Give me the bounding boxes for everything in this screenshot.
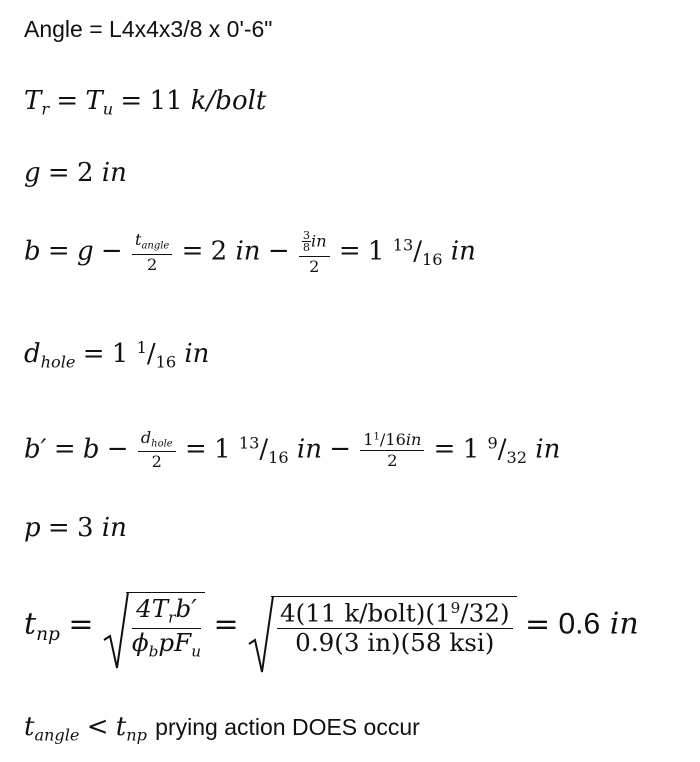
tu-symbol: T (85, 86, 103, 116)
minus-sign: − (100, 236, 123, 267)
one-sixteenth-fraction (360, 429, 424, 470)
result-numerator: 9 (487, 433, 498, 453)
t-symbol: t (24, 712, 35, 742)
result-denominator: 16 (421, 249, 443, 269)
phi-symbol: ϕ (131, 627, 149, 657)
tnp-equation (24, 592, 639, 659)
result-denominator: 32 (506, 447, 528, 467)
fraction-numerator (132, 594, 201, 629)
pf-term: pF (158, 627, 192, 657)
symbolic-fraction (131, 594, 202, 660)
tr-symbol: T (24, 86, 42, 116)
four-t-term: 4T (136, 594, 169, 623)
pitch-equation (24, 515, 127, 541)
result-whole: 1 (462, 434, 480, 465)
result-whole: 1 (367, 236, 385, 267)
r-subscript: r (168, 608, 176, 627)
fraction-slash: / (379, 429, 386, 449)
b-whole: 1 (214, 434, 231, 465)
tu-subscript: u (102, 99, 114, 119)
result-numerator: 13 (392, 235, 414, 255)
mixed-denominator: 16 (385, 429, 406, 449)
gage-value: 2 (76, 158, 94, 188)
equals-sign: = (120, 86, 143, 116)
fraction-denominator: 0.9(3 in)(58 ksi) (295, 627, 495, 657)
fraction-denominator: 2 (387, 450, 398, 470)
equals-sign: = (82, 338, 105, 369)
np-subscript: np (126, 725, 147, 745)
p-symbol: p (24, 513, 41, 543)
pitch-value: 3 (76, 513, 94, 543)
equals-sign: = (47, 236, 70, 267)
angle-subscript: angle (34, 725, 80, 745)
gage-unit: in (101, 158, 127, 188)
sqrt-numeric (247, 596, 517, 656)
equals-sign: = (524, 606, 551, 642)
fraction-numerator (299, 230, 330, 257)
np-subscript: np (36, 624, 60, 646)
equals-sign: = (56, 86, 79, 116)
minus-sign: − (329, 434, 352, 465)
equals-sign: = (47, 158, 70, 188)
mini-fraction (302, 230, 311, 254)
equals-sign: = (433, 434, 456, 465)
minus-sign: − (106, 434, 129, 465)
tension-equation (24, 88, 266, 118)
inch-unit: in (184, 338, 210, 369)
two-value: 2 (210, 236, 228, 267)
pitch-unit: in (101, 513, 127, 543)
less-than-sign: < (86, 712, 109, 742)
b-symbol: b (82, 434, 100, 465)
hole-diameter-equation (24, 340, 209, 371)
b-numerator: 13 (238, 433, 260, 453)
d-symbol: d (140, 428, 152, 447)
radicand (126, 592, 205, 659)
b-symbol: b (24, 236, 41, 267)
equals-sign: = (213, 606, 239, 642)
mixed-numerator: 1 (373, 431, 380, 443)
inch-unit: in (450, 236, 476, 267)
equals-sign: = (53, 434, 76, 465)
equals-sign: = (47, 513, 70, 543)
equals-sign: = (68, 606, 94, 642)
inch-unit: in (296, 434, 322, 465)
hole-subscript: hole (40, 352, 76, 372)
fraction-denominator (132, 629, 201, 660)
angle-designation: Angle = L4x4x3/8 x 0'-6" (24, 16, 273, 42)
b-equation (24, 230, 476, 275)
fraction-denominator: 2 (309, 256, 320, 276)
numeric-numerator-a: 4(11 k/bolt)(1 (279, 598, 451, 628)
t-symbol: t (115, 712, 127, 742)
b-prime-equation (24, 430, 560, 471)
fraction-numerator (138, 430, 176, 452)
fraction-denominator: 2 (151, 452, 162, 472)
b-denominator: 16 (268, 447, 289, 467)
fraction-numerator (132, 232, 172, 254)
g-symbol: g (76, 236, 94, 267)
fraction-denominator: 2 (147, 254, 158, 274)
fraction-slash: / (460, 598, 469, 628)
t-angle-fraction (132, 232, 172, 273)
hole-whole: 1 (111, 338, 129, 369)
tnp-unit: in (609, 606, 639, 642)
tr-subscript: r (41, 99, 50, 119)
tension-unit: k/bolt (190, 86, 267, 116)
minus-sign: − (267, 236, 290, 267)
conclusion-line (24, 714, 420, 744)
equals-sign: = (184, 434, 207, 465)
b-prime-term: b′ (175, 594, 197, 623)
fraction-slash: / (497, 434, 507, 465)
b-prime-symbol: b′ (24, 434, 47, 465)
three-eighths-fraction (299, 230, 330, 275)
tnp-result: 0.6 (558, 607, 601, 641)
t-symbol: t (24, 606, 37, 642)
numeric-fraction (277, 598, 513, 657)
mixed-whole: 1 (363, 429, 374, 449)
hole-denominator: 16 (155, 352, 177, 372)
u-subscript: u (191, 641, 202, 660)
inch-unit: in (235, 236, 261, 267)
numeric-numerator-den: 32 (468, 598, 500, 628)
b-subscript: b (148, 641, 159, 660)
d-hole-fraction (138, 430, 176, 471)
fraction-numerator (360, 429, 424, 451)
fraction-numerator (277, 598, 513, 629)
gage-equation (24, 160, 127, 186)
mini-denominator: 8 (302, 241, 311, 255)
d-symbol: d (24, 338, 41, 369)
hole-numerator: 1 (136, 338, 147, 357)
hole-subscript: hole (151, 438, 173, 450)
mini-numerator: 3 (302, 229, 311, 242)
conclusion-text: prying action DOES occur (155, 714, 420, 740)
equals-sign: = (338, 236, 361, 267)
radicand (271, 596, 517, 656)
fraction-slash: / (146, 338, 156, 369)
fraction-slash: / (259, 434, 269, 465)
tension-value: 11 (149, 86, 183, 116)
inch-unit: in (311, 231, 327, 251)
inch-unit: in (405, 429, 422, 449)
fraction-slash: / (413, 236, 422, 267)
equals-sign: = (181, 236, 204, 267)
inch-unit: in (535, 434, 561, 465)
numeric-numerator-sup: 9 (450, 598, 461, 617)
sqrt-symbolic (102, 592, 205, 659)
g-symbol: g (24, 158, 41, 188)
angle-subscript: angle (141, 240, 170, 252)
radical-sign (102, 588, 130, 672)
numeric-numerator-close: ) (499, 598, 510, 628)
radical-sign (247, 592, 275, 676)
t-symbol: t (134, 230, 142, 250)
